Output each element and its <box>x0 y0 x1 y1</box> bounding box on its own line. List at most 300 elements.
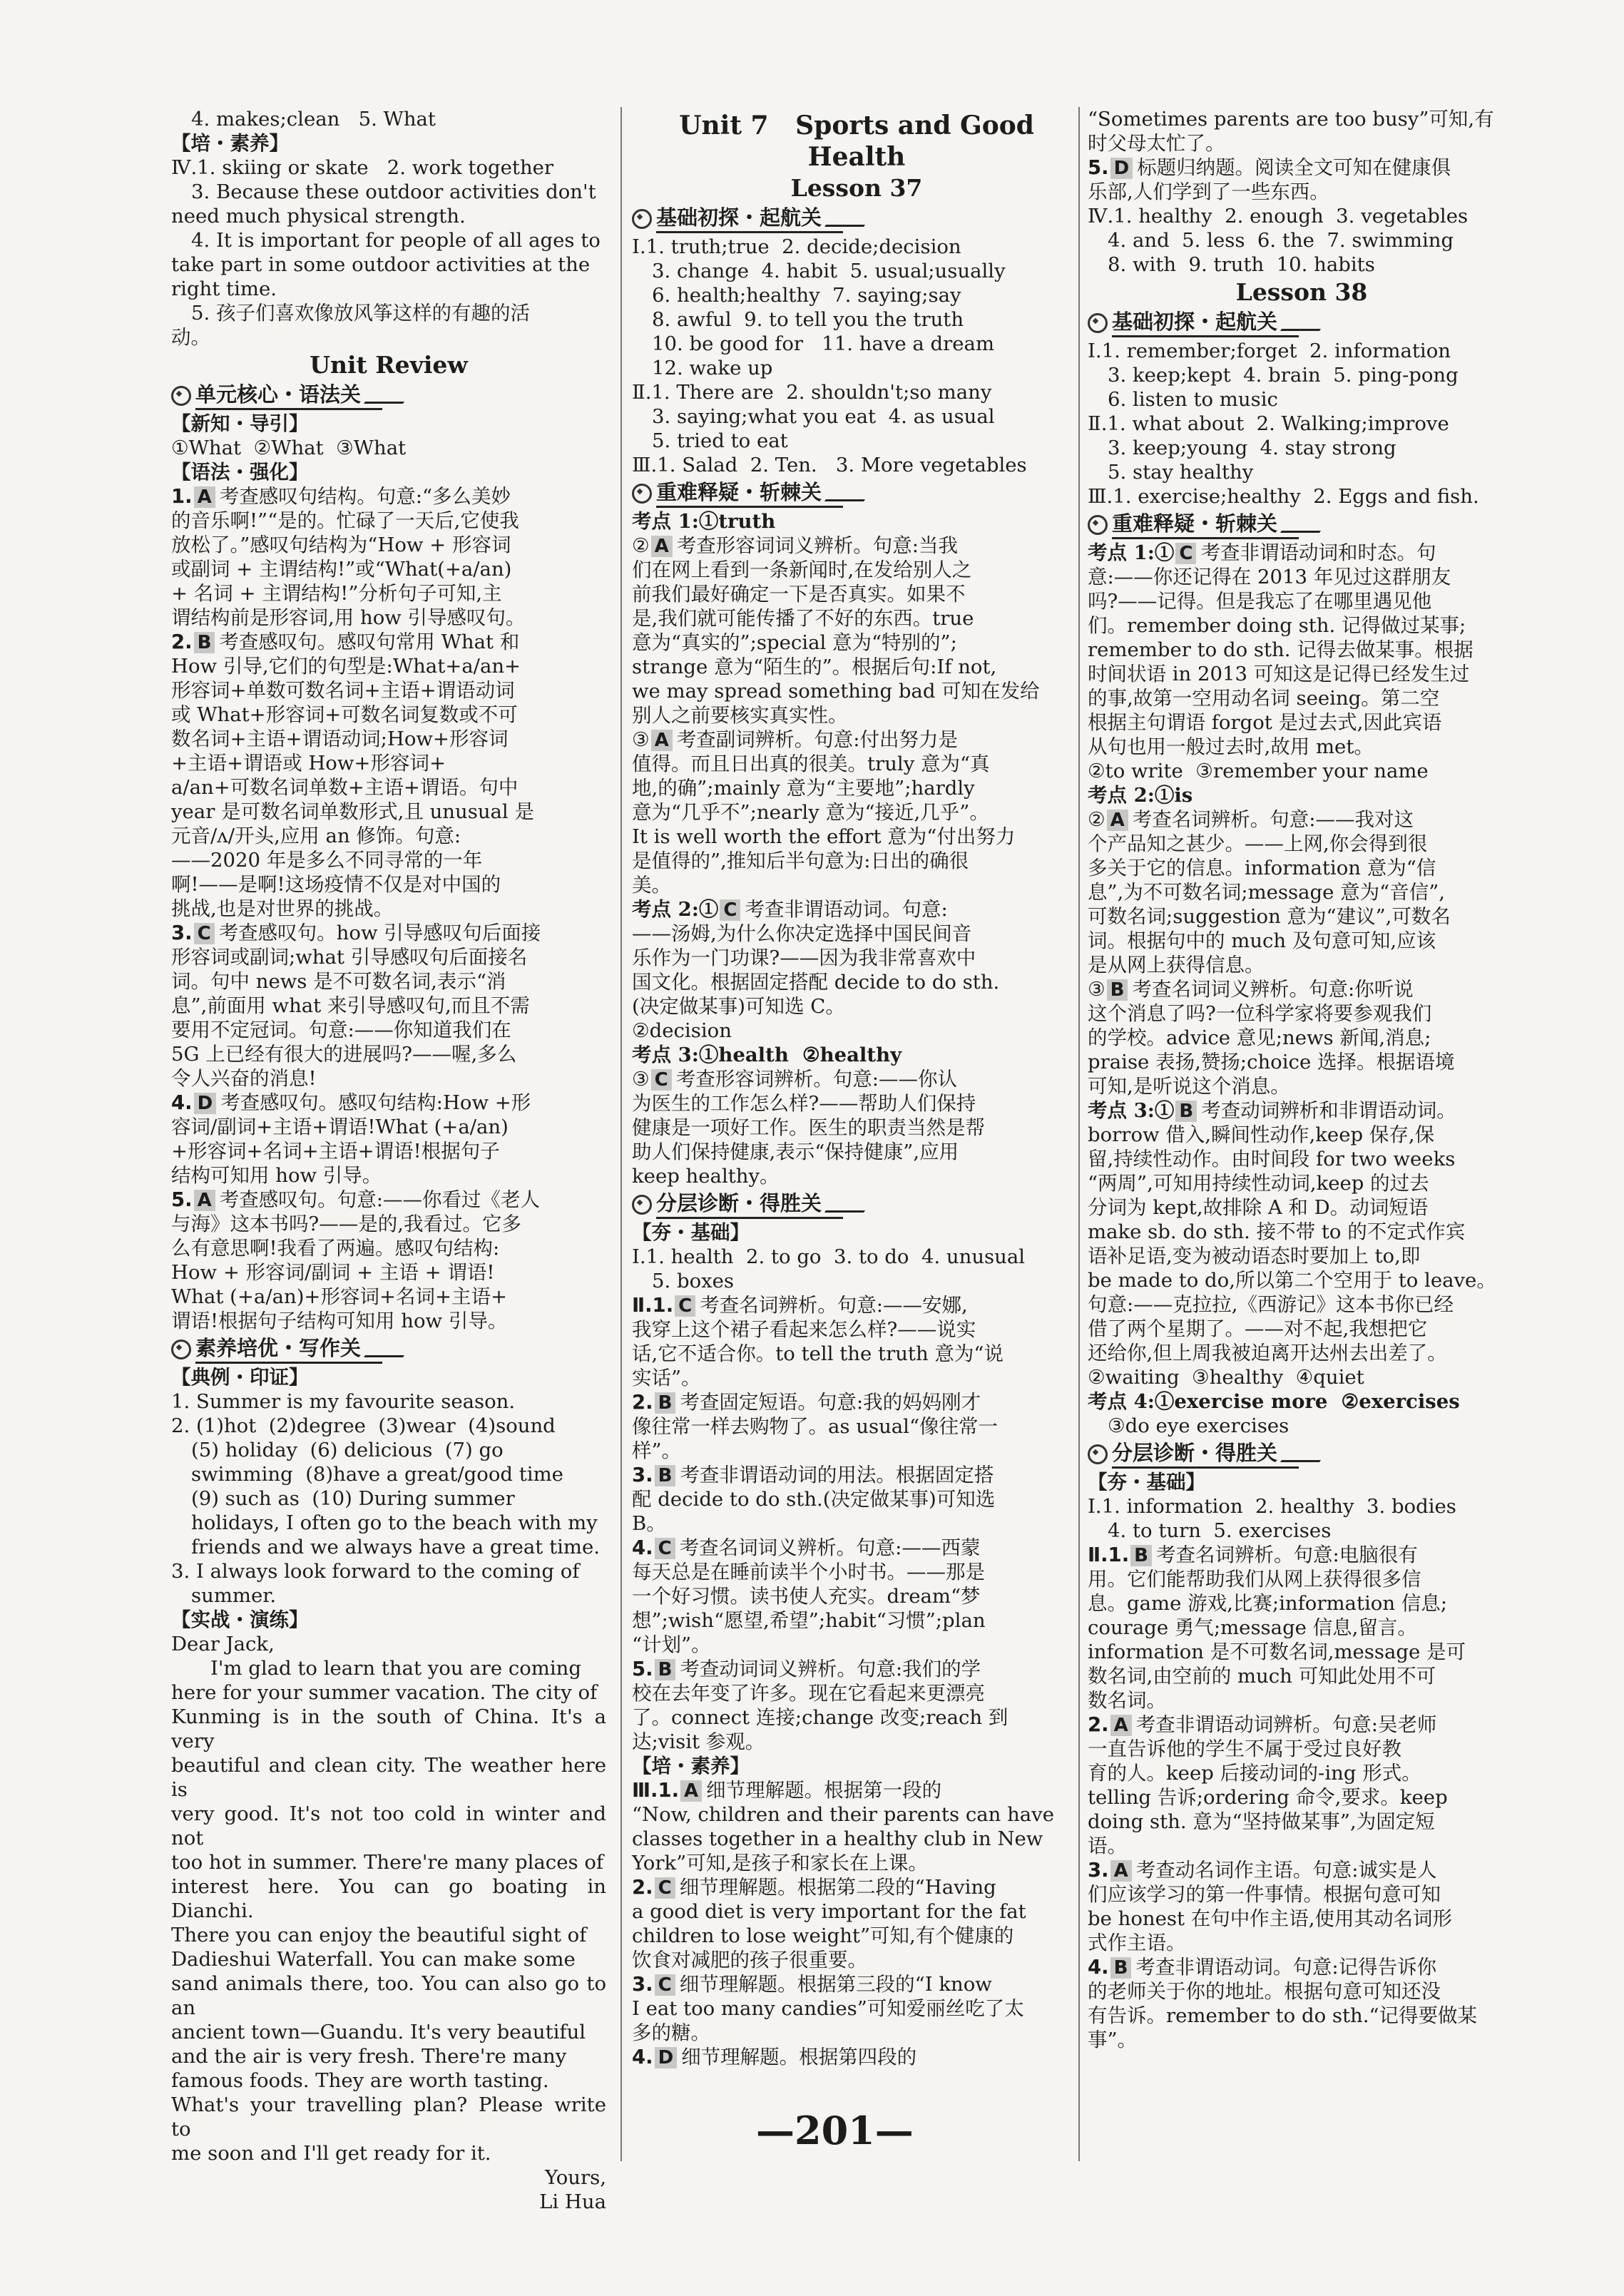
text-line <box>171 1705 613 1753</box>
text-line <box>1088 1050 1516 1074</box>
text-line <box>632 1584 1081 1608</box>
text-line <box>171 1874 613 1923</box>
line-text: Ⅰ.1. truth;true 2. decide;decision <box>632 235 961 258</box>
text-line <box>632 429 1081 453</box>
text-line <box>171 1753 613 1802</box>
question-number: 5. <box>632 1658 653 1680</box>
text-line <box>632 558 1081 582</box>
line-text: “计划”。 <box>632 1633 711 1656</box>
line-text: 想”;wish“愿望,希望”;habit“习惯”;plan <box>632 1609 986 1632</box>
answer-option: D <box>194 1093 217 1114</box>
text-line <box>1088 1317 1516 1341</box>
line-text: 根据主句谓语 forgot 是过去式,因此宾语 <box>1088 711 1442 734</box>
line-text: 考查非谓语动词。句意:记得告诉你 <box>1135 1956 1437 1979</box>
text-line <box>1088 710 1516 735</box>
line-text: Ⅳ.1. skiing or skate 2. work together <box>171 156 554 179</box>
item-prefix: ③ <box>1088 978 1105 1001</box>
line-text: 事”。 <box>1088 2029 1138 2051</box>
text-line <box>171 1260 606 1285</box>
text-line <box>632 703 1081 728</box>
text-line <box>171 277 606 301</box>
answer-option: C <box>655 1877 675 1899</box>
line-text: 12. wake up <box>652 357 773 379</box>
text-line <box>632 1705 1081 1730</box>
text-line <box>171 1583 606 1608</box>
text-line <box>171 872 606 897</box>
line-text: 一个好习惯。读书使人充实。dream“梦 <box>632 1585 981 1608</box>
line-text: 【培・素养】 <box>632 1755 750 1777</box>
line-text: 意为“真实的”;special 意为“特别的”; <box>632 631 957 654</box>
line-text: Ⅱ.1. There are 2. shouldn't;so many <box>632 381 992 404</box>
line-text: 容词/副词+主语+谓语!What (+a/an) <box>171 1116 509 1138</box>
text-line <box>632 1972 1081 1996</box>
answer-option: D <box>655 2047 678 2068</box>
text-line <box>1088 1785 1516 1810</box>
line-text: 考查形容词词义辨析。句意:当我 <box>676 534 959 557</box>
line-text: 是值得的”,推知后半句意为:日出的确很 <box>632 849 969 872</box>
line-text: telling 告诉;ordering 命令,要求。keep <box>1088 1786 1448 1809</box>
line-text: 元音/ʌ/开头,应用 an 修饰。句意: <box>171 825 461 847</box>
text-line <box>632 1608 1081 1633</box>
text-line <box>171 2044 606 2068</box>
item-prefix: 考点 2:① <box>632 898 719 921</box>
line-text: 是从网上获得信息。 <box>1088 954 1265 976</box>
column-divider <box>621 107 622 2161</box>
line-text: 或副词 + 主谓结构!”或“What(+a/an) <box>171 558 512 581</box>
section-band <box>632 1190 1081 1219</box>
text-line <box>632 1511 1081 1536</box>
text-line <box>632 534 1081 558</box>
text-line <box>1088 278 1516 307</box>
text-line <box>171 1285 606 1309</box>
line-text: 可数名词;suggestion 意为“建议”,可数名 <box>1088 905 1451 928</box>
answer-option: B <box>1130 1545 1152 1566</box>
text-line <box>171 557 606 581</box>
text-line <box>1088 1292 1516 1317</box>
answer-option: C <box>1175 543 1196 564</box>
text-line <box>171 2020 606 2044</box>
text-line <box>171 1802 613 1850</box>
text-line <box>632 1560 1081 1584</box>
text-line <box>1088 387 1516 412</box>
text-line <box>171 1850 606 1874</box>
line-text: 留,持续性动作。由时间段 for two weeks <box>1088 1148 1456 1170</box>
text-line <box>632 1754 1081 1778</box>
text-line <box>171 1042 606 1066</box>
line-text: too hot in summer. There're many places of <box>171 1851 604 1874</box>
text-line <box>171 1115 606 1139</box>
line-text: take part in some outdoor activities at the <box>171 253 591 276</box>
text-line <box>632 1091 1081 1116</box>
text-line <box>1088 252 1516 277</box>
text-line <box>171 606 606 630</box>
text-line <box>632 110 1081 173</box>
text-line <box>171 1462 606 1486</box>
text-line <box>632 946 1081 970</box>
text-line <box>632 307 1081 332</box>
text-line <box>1088 1341 1516 1365</box>
item-prefix: ② <box>1088 808 1105 831</box>
text-line <box>632 1269 1081 1293</box>
line-text: 数名词,由空前的 much 可知此处用不可 <box>1088 1665 1436 1688</box>
line-text: I'm glad to learn that you are coming <box>210 1657 581 1680</box>
text-line <box>632 728 1081 752</box>
line-text: 语补足语,变为被动语态时要加上 to,即 <box>1088 1245 1421 1267</box>
line-text: 考查感叹句结构。句意:“多么美妙 <box>219 485 511 508</box>
text-line <box>1088 1244 1516 1268</box>
text-line <box>632 776 1081 800</box>
text-line <box>1088 1147 1516 1171</box>
line-text: 放松了。”感叹句结构为“How + 形容词 <box>171 534 511 556</box>
text-line <box>632 1220 1081 1245</box>
text-line <box>1088 2028 1516 2052</box>
question-number: 4. <box>1088 1956 1109 1979</box>
text-line <box>171 131 606 155</box>
answer-option: B <box>655 1465 676 1486</box>
question-number: 5. <box>171 1188 193 1211</box>
question-number: 4. <box>632 2046 653 2068</box>
line-text: classes together in a healthy club in New <box>632 1827 1043 1850</box>
text-line <box>632 825 1081 849</box>
text-line <box>1088 228 1516 252</box>
text-line <box>171 533 606 557</box>
text-line <box>171 412 606 436</box>
line-text: children to lose weight”可知,有个健康的 <box>632 1924 1014 1947</box>
section-band <box>171 381 606 410</box>
text-line <box>1088 589 1516 613</box>
line-text: 8. with 9. truth 10. habits <box>1108 253 1375 276</box>
text-line <box>1088 1470 1516 1494</box>
line-text: What (+a/an)+形容词+名词+主语+ <box>171 1285 508 1308</box>
text-line <box>171 678 606 703</box>
text-line <box>171 252 606 277</box>
line-text: 息。game 游戏,比赛;information 信息; <box>1088 1592 1448 1615</box>
section-title: 基础初探・起航关 <box>656 204 843 233</box>
text-line <box>1088 1979 1516 2004</box>
text-line <box>632 453 1081 477</box>
line-text: ③do eye exercises <box>1108 1414 1290 1437</box>
section-title: 基础初探・起航关 <box>1112 308 1299 337</box>
text-line <box>632 800 1081 825</box>
question-number: Ⅱ.1. <box>632 1294 674 1317</box>
text-line <box>171 204 606 228</box>
line-text: 动。 <box>171 326 210 349</box>
answer-option: A <box>194 1190 215 1211</box>
text-line <box>632 259 1081 283</box>
line-text: 数名词。 <box>1088 1689 1166 1712</box>
text-line <box>1088 613 1516 638</box>
line-text: 【夯・基础】 <box>1088 1471 1205 1494</box>
item-prefix: 考点 1:① <box>1088 541 1175 564</box>
line-text: 考查感叹句。感叹句结构:How +形 <box>220 1091 531 1114</box>
line-text: 考查动词词义辨析。句意:我们的学 <box>680 1658 981 1680</box>
line-text: 的老师关于你的地址。根据句意可知还没 <box>1088 1980 1441 2003</box>
text-line <box>1088 1616 1516 1640</box>
text-line <box>632 1996 1081 2021</box>
line-text: “两周”,可知用持续性动词,keep 的过去 <box>1088 1172 1429 1195</box>
line-text: 6. health;healthy 7. saying;say <box>652 284 961 307</box>
text-line <box>1088 155 1516 180</box>
text-line <box>1088 1834 1516 1858</box>
line-text: Ⅰ.1. information 2. healthy 3. bodies <box>1088 1495 1456 1518</box>
line-text: ancient town—Guandu. It's very beautiful <box>171 2021 586 2044</box>
text-line <box>632 509 1081 534</box>
line-text: 细节理解题。根据第二段的“Having <box>679 1876 996 1899</box>
line-text: 健康是一项好工作。医生的职责当然是帮 <box>632 1116 985 1139</box>
question-number: 2. <box>1088 1713 1109 1736</box>
text-line <box>1088 880 1516 904</box>
line-text: 值得。而且日出真的很美。truly 意为“真 <box>632 752 990 775</box>
line-text: 美。 <box>632 874 671 897</box>
line-text: 考查名词辨析。句意:电脑很有 <box>1155 1544 1418 1566</box>
line-text: 前我们最好确定一下是否真实。如果不 <box>632 583 966 606</box>
text-line <box>171 1139 606 1163</box>
line-text: 从句也用一般过去时,故用 met。 <box>1088 735 1374 758</box>
text-line <box>1088 1713 1516 1737</box>
line-text: 配 decide to do sth.(决定做某事)可知选 <box>632 1488 996 1511</box>
text-line <box>632 283 1081 307</box>
line-text: 考查副词辨析。句意:付出努力是 <box>676 728 959 751</box>
text-line <box>632 994 1081 1019</box>
answer-option: A <box>1110 1860 1132 1882</box>
line-text: 细节理解题。根据第一段的 <box>706 1779 942 1802</box>
text-line <box>171 581 606 606</box>
answer-option: B <box>1175 1101 1197 1122</box>
text-line <box>1088 1931 1516 1955</box>
line-text: 们应该学习的第一件事情。根据句意可知 <box>1088 1883 1441 1906</box>
line-text: information 是不可数名词,message 是可 <box>1088 1641 1466 1663</box>
text-line <box>171 1091 606 1115</box>
text-line <box>632 1802 1081 1827</box>
text-line <box>1088 953 1516 977</box>
line-text: very good. It's not too cold in winter and not <box>171 1802 613 1849</box>
line-text: Dadieshui Waterfall. You can make some <box>171 1948 576 1971</box>
line-text: 4. to turn 5. exercises <box>1108 1519 1332 1542</box>
line-text: summer. <box>191 1584 277 1607</box>
line-text: 8. awful 9. to tell you the truth <box>652 308 964 331</box>
answer-option: B <box>194 632 215 653</box>
text-line <box>1088 686 1516 710</box>
text-line <box>1088 856 1516 880</box>
line-text: keep healthy。 <box>632 1165 780 1188</box>
text-line <box>171 654 606 678</box>
answer-option: A <box>1107 810 1128 831</box>
text-line <box>171 155 606 180</box>
line-text: 考点 2:①is <box>1088 784 1193 807</box>
line-text: 吗?——记得。但是我忘了在哪里遇见他 <box>1088 590 1432 613</box>
line-text: 么有意思啊!我看了两遍。感叹句结构: <box>171 1237 500 1260</box>
line-text: + 名词 + 主谓结构!”分析句子可知,主 <box>171 582 502 605</box>
line-text: 挑战,也是对世界的挑战。 <box>171 897 394 920</box>
text-line <box>632 1293 1081 1317</box>
line-text: 式作主语。 <box>1088 1932 1186 1954</box>
line-text: Ⅲ.1. Salad 2. Ten. 3. More vegetables <box>632 454 1027 476</box>
line-text: ——汤姆,为什么你决定选择中国民间音 <box>632 922 972 945</box>
line-text: 的学校。advice 意见;news 新闻,消息; <box>1088 1026 1431 1049</box>
text-line <box>632 2021 1081 2045</box>
text-line <box>1088 1220 1516 1244</box>
line-text: 是,我们就可能传播了不好的东西。true <box>632 607 974 630</box>
line-text: 用。它们能帮助我们从网上获得很多信 <box>1088 1568 1421 1591</box>
line-text: 实话”。 <box>632 1367 701 1389</box>
text-line <box>1088 1171 1516 1195</box>
text-line <box>1088 1519 1516 1543</box>
line-text: 考查动词辨析和非谓语动词。 <box>1201 1099 1456 1122</box>
text-line <box>1088 1195 1516 1220</box>
text-line <box>171 1923 606 1947</box>
text-line <box>632 1164 1081 1188</box>
section-band <box>1088 1439 1516 1469</box>
line-text: Ⅰ.1. health 2. to go 3. to do 4. unusual <box>632 1245 1026 1268</box>
text-line <box>171 775 606 800</box>
line-text: 还给你,但上周我被迫离开达州去出差了。 <box>1088 1342 1447 1364</box>
line-text: 语。 <box>1088 1835 1127 1857</box>
text-line <box>1088 1591 1516 1616</box>
line-text: 个产品知之甚少。——上网,你会得到很 <box>1088 832 1428 855</box>
line-text: right time. <box>171 277 277 300</box>
line-text: How 引导,它们的句型是:What+a/an+ <box>171 655 521 678</box>
text-line <box>1088 436 1516 460</box>
text-line <box>171 1236 606 1260</box>
text-line <box>632 1439 1081 1463</box>
middle-column <box>632 107 1081 2069</box>
line-text: 考查非谓语动词。句意: <box>745 898 948 921</box>
line-text: 或 What+形容词+可数名词复数或不可 <box>171 703 518 726</box>
line-text: swimming (8)have a great/good time <box>191 1463 563 1486</box>
line-text: ①What ②What ③What <box>171 437 407 459</box>
line-text: 考查名词词义辨析。句意:你听说 <box>1132 978 1414 1001</box>
line-text: 分词为 kept,故排除 A 和 D。动词短语 <box>1088 1196 1429 1219</box>
question-number: 2. <box>632 1876 653 1899</box>
text-line <box>171 2165 606 2190</box>
text-line <box>1088 807 1516 832</box>
question-number: 2. <box>632 1391 653 1414</box>
text-line <box>632 1778 1081 1802</box>
answer-option: B <box>655 1659 676 1680</box>
line-text: 3. Because these outdoor activities don't <box>191 180 596 203</box>
text-line <box>632 1657 1081 1681</box>
text-line <box>632 970 1081 994</box>
text-line <box>1088 929 1516 953</box>
text-line <box>171 1309 606 1333</box>
text-line <box>632 849 1081 873</box>
text-line <box>1088 1414 1516 1438</box>
text-line <box>1088 1955 1516 1979</box>
text-line <box>632 2045 1081 2069</box>
line-text: make sb. do sth. 接不带 to 的不定式作宾 <box>1088 1220 1466 1243</box>
line-text: Dear Jack, <box>171 1633 275 1655</box>
text-line <box>1088 565 1516 589</box>
section-title: 分层诊断・得胜关 <box>656 1190 843 1219</box>
text-line <box>1088 1737 1516 1761</box>
line-text: borrow 借入,瞬间性动作,keep 保存,保 <box>1088 1123 1435 1146</box>
line-text: 谓语!根据句子结构可知用 how 引导。 <box>171 1310 508 1332</box>
text-line <box>171 800 606 824</box>
right-column <box>1088 107 1516 2052</box>
text-line <box>171 703 606 727</box>
text-line <box>171 1389 606 1414</box>
section-title: 单元核心・语法关 <box>195 381 382 410</box>
text-line <box>171 1365 606 1389</box>
answer-option: C <box>720 899 740 921</box>
text-line <box>1088 1123 1516 1147</box>
text-line <box>171 1511 606 1535</box>
line-text: 数名词+主语+谓语动词;How+形容词 <box>171 728 509 750</box>
line-text: 息”,为不可数名词;message 意为“音信”, <box>1088 881 1446 904</box>
line-text: 考查感叹句。句意:——你看过《老人 <box>219 1188 540 1211</box>
line-text: 谓结构前是形容词,用 how 引导感叹句。 <box>171 606 526 629</box>
answer-option: A <box>1110 1715 1132 1736</box>
line-text: 考查形容词辨析。句意:——你认 <box>675 1068 958 1091</box>
text-line <box>171 824 606 848</box>
line-text: 为医生的工作怎么样?——帮助人们保持 <box>632 1092 976 1115</box>
line-text: Yours, <box>544 2166 606 2189</box>
text-line <box>171 751 606 775</box>
line-text: 考查非谓语动词的用法。根据固定搭 <box>680 1464 994 1486</box>
line-text: 要用不定冠词。句意:——你知道我们在 <box>171 1019 511 1041</box>
text-line <box>1088 1858 1516 1882</box>
text-line <box>171 630 606 654</box>
text-line <box>171 969 606 994</box>
line-text: 考点 3:①health ②healthy <box>632 1044 902 1066</box>
line-text: 的事,故第一空用动名词 seeing。第二空 <box>1088 687 1440 710</box>
line-text: beautiful and clean city. The weather here is <box>171 1754 613 1801</box>
text-line <box>171 509 606 533</box>
text-line <box>632 1948 1081 1972</box>
text-line <box>632 1851 1081 1875</box>
line-text: be made to do,所以第二个空用于 to leave。 <box>1088 1269 1496 1292</box>
text-line <box>1088 363 1516 387</box>
column-divider <box>1078 107 1080 2161</box>
line-text: 与海》这本书吗?——是的,我看过。它多 <box>171 1213 521 1235</box>
text-line <box>171 945 606 969</box>
item-prefix: 考点 3:① <box>1088 1099 1175 1122</box>
line-text: 令人兴奋的消息! <box>171 1067 317 1090</box>
line-text: 达;visit 参观。 <box>632 1730 765 1753</box>
text-line <box>171 1656 606 1680</box>
line-text: +形容词+名词+主语+谓语!根据句子 <box>171 1140 500 1163</box>
question-number: Ⅲ.1. <box>632 1779 680 1802</box>
question-number: 4. <box>171 1091 193 1114</box>
text-line <box>1088 735 1516 759</box>
line-text: 【培・素养】 <box>171 132 289 155</box>
line-text: 多的糖。 <box>632 2021 710 2044</box>
line-text: Ⅱ.1. what about 2. Walking;improve <box>1088 412 1449 435</box>
section-title: 重难释疑・斩棘关 <box>656 479 843 508</box>
text-line <box>171 107 606 131</box>
line-text: “Sometimes parents are too busy”可知,有 <box>1088 108 1494 131</box>
text-line <box>171 994 606 1018</box>
line-text: 4. It is important for people of all ages to <box>191 229 601 252</box>
line-text: 细节理解题。根据第四段的 <box>681 2046 917 2068</box>
text-line <box>171 325 606 349</box>
section-icon <box>632 209 652 229</box>
text-line <box>632 1827 1081 1851</box>
line-text: 考点 1:①truth <box>632 510 776 533</box>
text-line <box>632 1463 1081 1487</box>
line-text: It is well worth the effort 意为“付出努力 <box>632 825 1016 848</box>
line-text: 形容词或副词;what 引导感叹句后面接名 <box>171 946 528 969</box>
line-text: 的音乐啊!”“是的。忙碌了一天后,它使我 <box>171 509 519 532</box>
line-text: famous foods. They are worth tasting. <box>171 2069 549 2092</box>
text-line <box>632 1019 1081 1043</box>
line-text: Ⅳ.1. healthy 2. enough 3. vegetables <box>1088 205 1469 228</box>
text-line <box>1088 1074 1516 1098</box>
line-text: ②to write ③remember your name <box>1088 760 1429 782</box>
text-line <box>632 332 1081 356</box>
line-text: 考点 4:①exercise more ②exercises <box>1088 1390 1460 1413</box>
line-text: 国文化。根据固定搭配 decide to do sth. <box>632 971 1000 994</box>
